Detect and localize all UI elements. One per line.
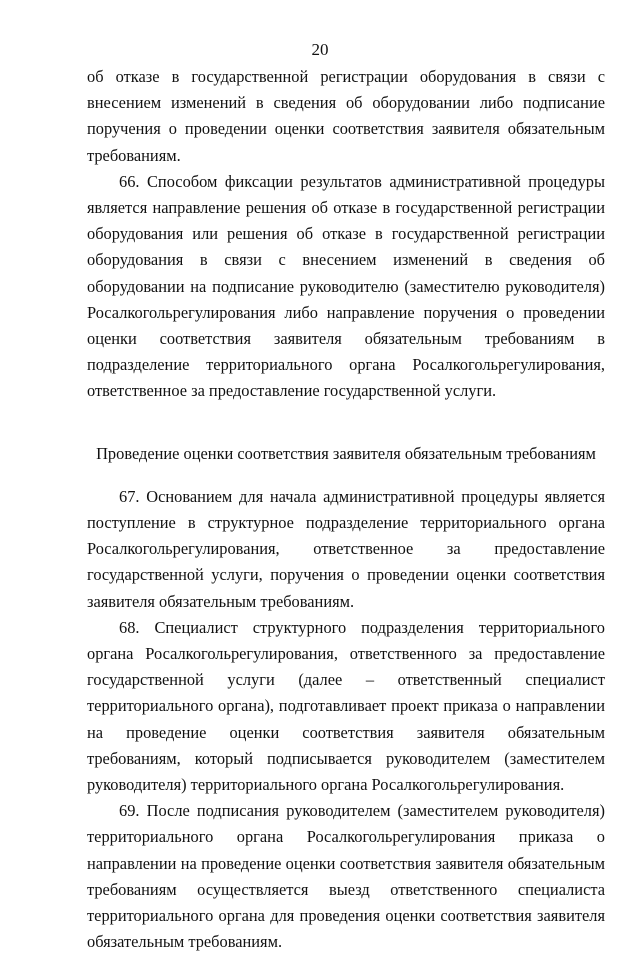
paragraph-69: 69. После подписания руководителем (заместителем руководителя) территориального органа Росалкогольрегулирования приказа о направлении на проведение оценки соответствия заявителя обязательным требованиям осуществляется выезд ответственного специалиста территориального органа для проведения оценки соответствия заявителя обязательным требованиям. (87, 801, 605, 952)
document-body (87, 64, 605, 956)
paragraph-68: 68. Специалист структурного подразделения территориального органа Росалкогольрегулирования, ответственного за предоставление государственной услуги (далее – ответственный специалист территориального органа), подготавливает проект приказа о направлении на проведение оценки соответствия заявителя обязательным требованиям, который подписывается руководителем (заместителем руководителя) территориального органа Росалкогольрегулирования. (87, 617, 605, 795)
paragraph-67: 67. Основанием для начала административной процедуры является поступление в структурное подразделение территориального органа Росалкогольрегулирования, ответственное за предоставление государственной услуги, поручения о проведении оценки соответствия заявителя обязательным требованиям. (87, 486, 605, 611)
paragraph-continuation: об отказе в государственной регистрации оборудования в связи с внесением изменений в сведения об оборудовании либо подписание поручения о проведении оценки соответствия заявителя обязательным требованиям. (87, 67, 605, 165)
section-heading: Проведение оценки соответствия заявителя обязательным требованиям (96, 443, 596, 463)
paragraph-66: 66. Способом фиксации результатов административной процедуры является направление решения об отказе в государственной регистрации оборудования или решения об отказе в государственной регистрации оборудования в связи с внесением изменений в сведения об оборудовании на подписание руководителю (заместителю руководителя) Росалкогольрегулирования либо направление поручения о проведении оценки соответствия заявителя обязательным требованиям в подразделение территориального органа Росалкогольрегулирования, ответственное за предоставление государственной услуги. (87, 171, 605, 401)
page-number: 20 (311, 40, 329, 59)
